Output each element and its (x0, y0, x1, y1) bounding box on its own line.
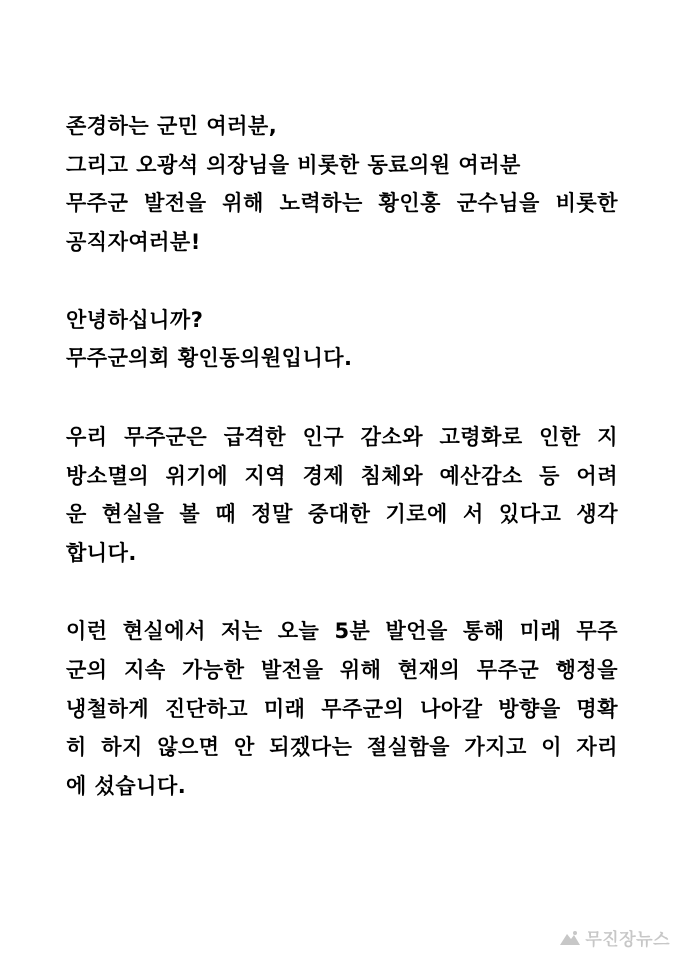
address-line: 그리고 오광석 의장님을 비롯한 동료의원 여러분 (66, 153, 521, 177)
watermark (559, 925, 670, 950)
paragraph-line: 운 현실을 볼 때 정말 중대한 기로에 서 있다고 생각 (66, 502, 618, 526)
paragraph-line: 에 섰습니다. (66, 774, 187, 798)
paragraph-line: 히 하지 않으면 안 되겠다는 절실함을 가지고 이 자리 (66, 735, 618, 759)
paragraph-line: 이런 현실에서 저는 오늘 5분 발언을 통해 미래 무주 (66, 619, 618, 643)
paragraph-line: 합니다. (66, 541, 137, 565)
paragraph-line: 우리 무주군은 급격한 인구 감소와 고령화로 인한 지 (66, 425, 618, 449)
paragraph-line: 군의 지속 가능한 발전을 위해 현재의 무주군 행정을 (66, 658, 618, 682)
paragraph-line: 방소멸의 위기에 지역 경제 침체와 예산감소 등 어려 (66, 464, 618, 488)
greeting-line: 존경하는 군민 여러분, (66, 114, 278, 138)
mountain-logo-icon (559, 930, 581, 946)
watermark-text: 무진장뉴스 (585, 930, 670, 950)
address-line: 무주군 발전을 위해 노력하는 황인홍 군수님을 비롯한 (66, 191, 618, 215)
salutation-line: 안녕하십니까? (66, 308, 204, 332)
introduction-line: 무주군의회 황인동의원입니다. (66, 346, 353, 370)
address-line: 공직자여러분! (66, 230, 201, 254)
paragraph-line: 냉철하게 진단하고 미래 무주군의 나아갈 방향을 명확 (66, 697, 618, 721)
